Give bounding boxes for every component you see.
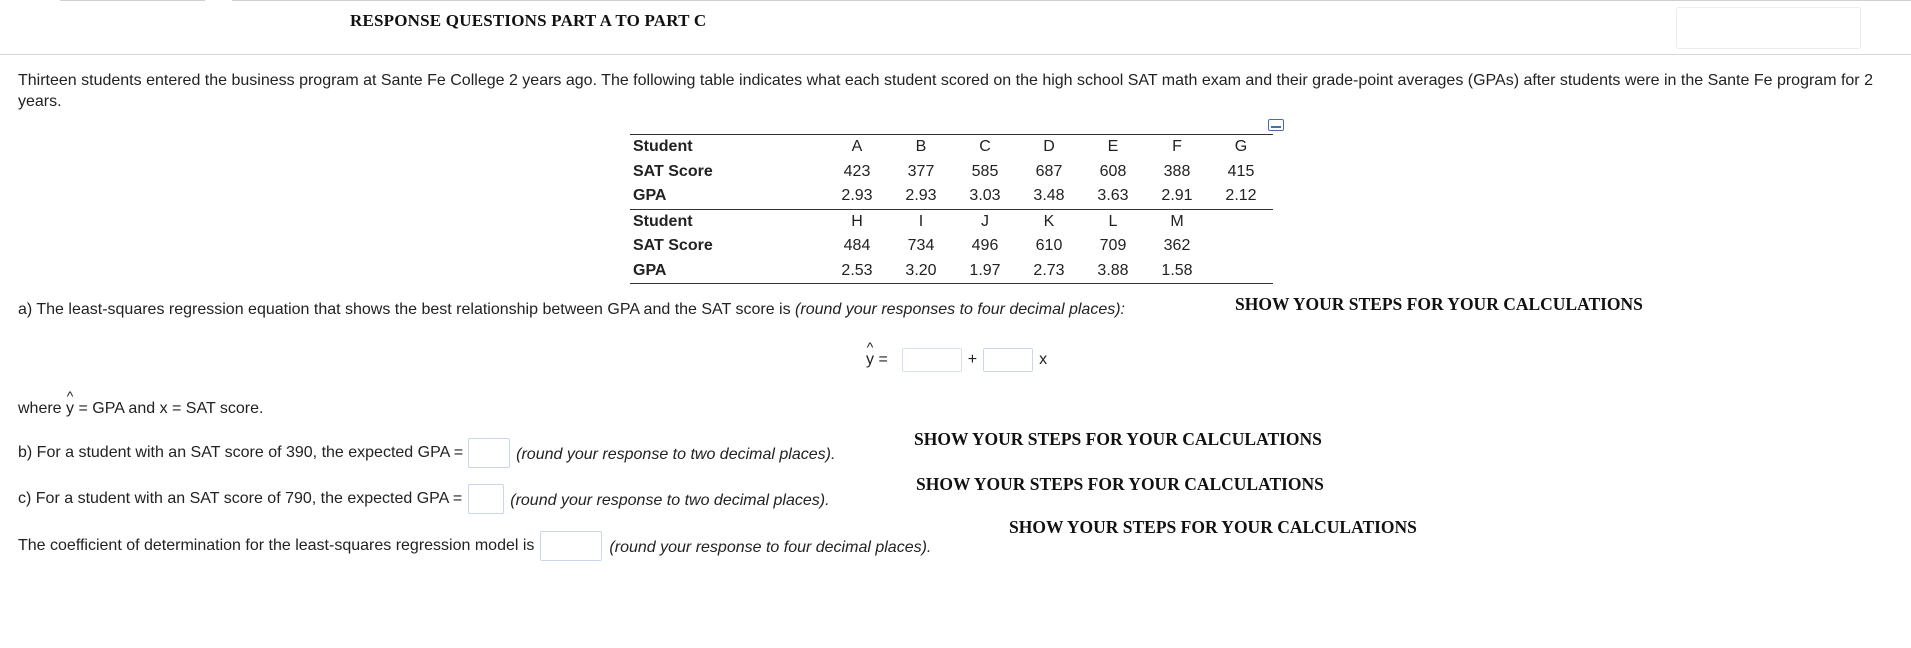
part-d-input[interactable] bbox=[540, 531, 602, 561]
part-b-steps: SHOW YOUR STEPS FOR YOUR CALCULATIONS bbox=[914, 429, 1322, 449]
table-row-students-2 bbox=[630, 209, 1273, 234]
top-border-left bbox=[60, 0, 205, 1]
table-cell: 2.73 bbox=[1017, 259, 1081, 284]
row-label: GPA bbox=[633, 187, 667, 205]
equation-plus: + bbox=[967, 351, 978, 368]
row-label: SAT Score bbox=[633, 237, 713, 255]
data-table bbox=[630, 134, 1273, 284]
table-cell: 484 bbox=[843, 237, 871, 255]
table-cell: 415 bbox=[1227, 162, 1255, 180]
row-label: Student bbox=[630, 135, 825, 160]
equation-lhs: ^ y = bbox=[866, 351, 888, 369]
row-label: SAT Score bbox=[633, 162, 713, 180]
header-divider bbox=[0, 54, 1911, 55]
part-d-question bbox=[18, 531, 931, 561]
table-cell: 377 bbox=[907, 162, 935, 180]
table-cell: G bbox=[1209, 135, 1273, 160]
part-b-text: b) For a student with an SAT score of 390, the expected GPA = bbox=[18, 444, 464, 461]
table-cell: J bbox=[953, 209, 1017, 234]
table-cell: 585 bbox=[971, 162, 999, 180]
part-a-question bbox=[18, 301, 1125, 319]
equation-x: x bbox=[1039, 351, 1048, 368]
table-cell: 3.20 bbox=[889, 259, 953, 284]
table-cell: 608 bbox=[1099, 162, 1127, 180]
part-b-question bbox=[18, 438, 835, 468]
table-cell bbox=[1209, 259, 1273, 284]
y-hat-symbol: ^ y bbox=[866, 351, 874, 369]
row-label: GPA bbox=[630, 259, 825, 284]
table-cell: L bbox=[1081, 209, 1145, 234]
part-c-input[interactable] bbox=[468, 484, 504, 514]
table-cell: I bbox=[889, 209, 953, 234]
table-cell: 388 bbox=[1163, 162, 1191, 180]
part-a-text: a) The least-squares regression equation that shows the best relationship between GPA and the SAT score is bbox=[18, 301, 796, 318]
table-row-sat-1 bbox=[630, 160, 1273, 185]
top-border-right bbox=[232, 0, 1911, 1]
table-cell: E bbox=[1081, 135, 1145, 160]
table-cell: 2.93 bbox=[841, 187, 873, 205]
table-cell: C bbox=[953, 135, 1017, 160]
table-cell: A bbox=[825, 135, 889, 160]
table-row-sat-2 bbox=[630, 234, 1273, 259]
table-cell: 687 bbox=[1035, 162, 1063, 180]
part-b-note: (round your response to two decimal places). bbox=[516, 446, 836, 463]
part-b-input[interactable] bbox=[468, 438, 510, 468]
table-cell: 2.91 bbox=[1161, 187, 1193, 205]
regression-equation bbox=[866, 348, 1047, 372]
table-cell: M bbox=[1145, 209, 1209, 234]
where-prefix: where bbox=[18, 400, 67, 417]
table-row-gpa-1 bbox=[630, 184, 1273, 209]
table-cell: 2.53 bbox=[825, 259, 889, 284]
intercept-input[interactable] bbox=[902, 348, 962, 372]
table-cell: 3.88 bbox=[1081, 259, 1145, 284]
table-cell: D bbox=[1017, 135, 1081, 160]
part-c-text: c) For a student with an SAT score of 790, the expected GPA = bbox=[18, 490, 463, 507]
where-suffix: = GPA and x = SAT score. bbox=[74, 400, 264, 417]
table-cell: 610 bbox=[1035, 237, 1063, 255]
row-label: Student bbox=[630, 209, 825, 234]
part-d-steps: SHOW YOUR STEPS FOR YOUR CALCULATIONS bbox=[1009, 517, 1417, 537]
table-cell bbox=[1209, 234, 1273, 259]
slope-input[interactable] bbox=[983, 348, 1033, 372]
table-cell: 1.97 bbox=[953, 259, 1017, 284]
table-cell: B bbox=[889, 135, 953, 160]
table-cell: 362 bbox=[1163, 237, 1191, 255]
part-d-note: (round your response to four decimal places). bbox=[609, 539, 932, 556]
part-c-note: (round your response to two decimal places). bbox=[510, 492, 830, 509]
part-a-note: (round your responses to four decimal places): bbox=[795, 301, 1125, 318]
table-cell: 2.93 bbox=[905, 187, 937, 205]
part-c-question bbox=[18, 484, 830, 514]
table-cell: 3.48 bbox=[1033, 187, 1065, 205]
table-row-gpa-2 bbox=[630, 259, 1273, 284]
table-cell: 3.03 bbox=[969, 187, 1001, 205]
page-title: RESPONSE QUESTIONS PART A TO PART C bbox=[350, 11, 707, 30]
table-cell: 709 bbox=[1099, 237, 1127, 255]
table-cell: 1.58 bbox=[1145, 259, 1209, 284]
part-d-text: The coefficient of determination for the least-squares regression model is bbox=[18, 537, 535, 554]
where-text bbox=[18, 400, 263, 418]
part-a-steps: SHOW YOUR STEPS FOR YOUR CALCULATIONS bbox=[1235, 294, 1643, 314]
table-view-icon[interactable] bbox=[1268, 119, 1284, 131]
where-y-hat: ^ y bbox=[66, 400, 74, 418]
table-cell: 2.12 bbox=[1225, 187, 1257, 205]
table-cell: 734 bbox=[907, 237, 935, 255]
table-cell: H bbox=[825, 209, 889, 234]
part-c-steps: SHOW YOUR STEPS FOR YOUR CALCULATIONS bbox=[916, 474, 1324, 494]
table-cell: F bbox=[1145, 135, 1209, 160]
table-cell: 496 bbox=[971, 237, 999, 255]
table-cell bbox=[1209, 209, 1273, 234]
table-cell: K bbox=[1017, 209, 1081, 234]
top-right-panel[interactable] bbox=[1676, 7, 1861, 49]
intro-text: Thirteen students entered the business program at Sante Fe College 2 years ago. The following table indicates what each student scored on the high school SAT math exam and their grade-point averages (GPAs) after students were in the Sante Fe program for 2 years. bbox=[18, 72, 1873, 110]
table-cell: 3.63 bbox=[1097, 187, 1129, 205]
table-cell: 423 bbox=[843, 162, 871, 180]
table-row-students-1 bbox=[630, 135, 1273, 160]
